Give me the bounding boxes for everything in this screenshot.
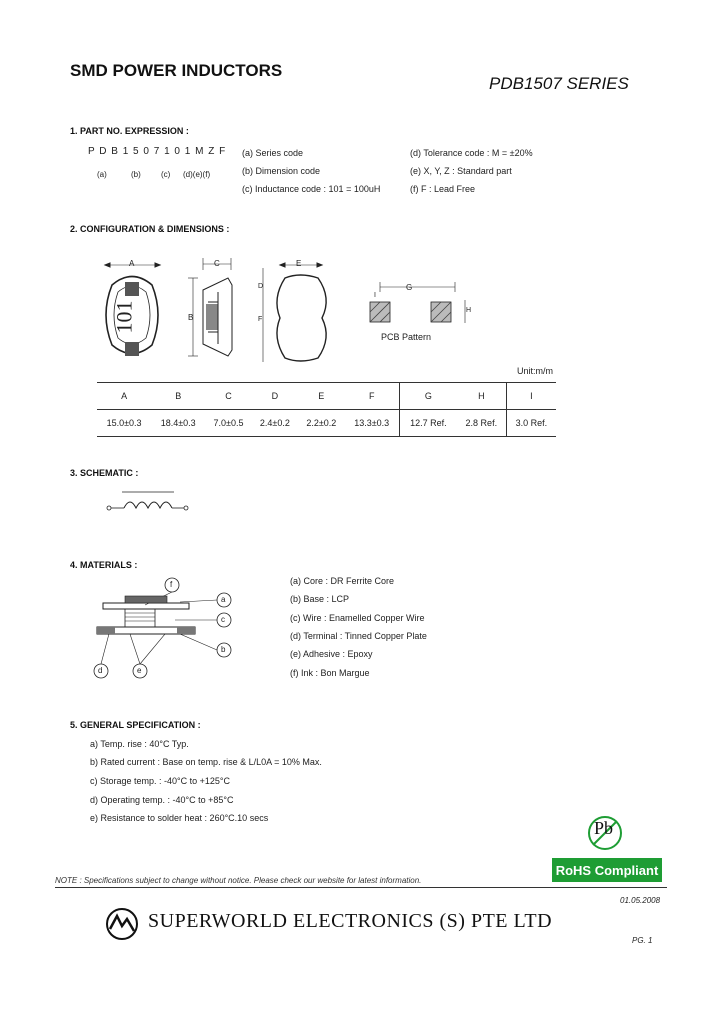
- material-b: (b) Base : LCP: [290, 594, 350, 604]
- footer-note: NOTE : Specifications subject to change without notice. Please check our website for latest information.: [55, 876, 422, 885]
- table-cell: 3.0 Ref.: [506, 410, 556, 437]
- table-header-cell: A: [97, 383, 151, 410]
- marker-a: (a): [97, 170, 107, 179]
- table-header-cell: H: [457, 383, 507, 410]
- callout-f: f: [170, 580, 173, 589]
- callout-a: a: [221, 595, 226, 604]
- footer-date: 01.05.2008: [620, 896, 661, 905]
- label-G: G: [406, 283, 413, 292]
- bottom-view: [263, 263, 326, 362]
- table-header-cell: E: [298, 383, 344, 410]
- table-header-cell: B: [151, 383, 205, 410]
- marker-def: (d)(e)(f): [183, 170, 211, 179]
- spec-e: e) Resistance to solder heat : 260°C.10 secs: [90, 813, 269, 823]
- section-schematic-heading: 3. SCHEMATIC :: [70, 468, 139, 478]
- part-number-code: P D B 1 5 0 7 1 0 1 M Z F: [88, 146, 227, 157]
- desc-e: (e) X, Y, Z : Standard part: [410, 166, 512, 176]
- material-a: (a) Core : DR Ferrite Core: [290, 576, 395, 586]
- spec-b: b) Rated current : Base on temp. rise & L/L0A = 10% Max.: [90, 757, 322, 767]
- material-e: (e) Adhesive : Epoxy: [290, 649, 373, 659]
- desc-f: (f) F : Lead Free: [410, 184, 476, 194]
- table-cell: 12.7 Ref.: [399, 410, 456, 437]
- table-header-cell: D: [252, 383, 298, 410]
- marking-101: 101: [111, 300, 137, 334]
- table-cell: 13.3±0.3: [345, 410, 400, 437]
- desc-a: (a) Series code: [242, 148, 304, 158]
- table-header-cell: F: [345, 383, 400, 410]
- spec-a: a) Temp. rise : 40°C Typ.: [90, 739, 189, 749]
- side-view: [188, 258, 232, 356]
- label-A: A: [129, 259, 135, 268]
- table-header-row: [97, 383, 556, 410]
- section-general-heading: 5. GENERAL SPECIFICATION :: [70, 720, 201, 730]
- callout-c: c: [221, 615, 225, 624]
- table-cell: 15.0±0.3: [97, 410, 151, 437]
- rohs-badge: RoHS Compliant: [552, 858, 662, 882]
- dimension-drawings: [0, 250, 720, 375]
- table-header-cell: I: [506, 383, 556, 410]
- table-cell: 18.4±0.3: [151, 410, 205, 437]
- table-row: [97, 410, 556, 437]
- spec-c: c) Storage temp. : -40°C to +125°C: [90, 776, 231, 786]
- material-c: (c) Wire : Enamelled Copper Wire: [290, 613, 425, 623]
- callout-d: d: [98, 666, 103, 675]
- schematic-symbol: [104, 488, 194, 518]
- table-cell: 2.8 Ref.: [457, 410, 507, 437]
- marker-c: (c): [161, 170, 171, 179]
- material-d: (d) Terminal : Tinned Copper Plate: [290, 631, 427, 641]
- dimensions-table: [97, 382, 556, 437]
- section-part-no-heading: 1. PART NO. EXPRESSION :: [70, 126, 189, 136]
- desc-b: (b) Dimension code: [242, 166, 321, 176]
- callout-b: b: [221, 645, 226, 654]
- footer-rule: [55, 887, 667, 888]
- series-name: PDB1507 SERIES: [489, 74, 629, 93]
- desc-c: (c) Inductance code : 101 = 100uH: [242, 184, 381, 194]
- label-E: E: [296, 259, 302, 268]
- company-name: SUPERWORLD ELECTRONICS (S) PTE LTD: [148, 910, 553, 932]
- label-H: H: [466, 307, 472, 314]
- section-config-heading: 2. CONFIGURATION & DIMENSIONS :: [70, 224, 230, 234]
- table-cell: 2.2±0.2: [298, 410, 344, 437]
- table-header-cell: G: [399, 383, 456, 410]
- label-D: D: [258, 283, 264, 290]
- desc-d: (d) Tolerance code : M = ±20%: [410, 148, 533, 158]
- label-C: C: [214, 259, 220, 268]
- table-cell: 2.4±0.2: [252, 410, 298, 437]
- section-materials-heading: 4. MATERIALS :: [70, 560, 138, 570]
- unit-label: Unit:m/m: [517, 366, 553, 376]
- label-I: I: [374, 292, 376, 299]
- table-header-cell: C: [205, 383, 251, 410]
- table-cell: 7.0±0.5: [205, 410, 251, 437]
- marker-b: (b): [131, 170, 141, 179]
- page-title: SMD POWER INDUCTORS: [70, 61, 283, 80]
- label-B: B: [188, 313, 194, 322]
- spec-d: d) Operating temp. : -40°C to +85°C: [90, 795, 234, 805]
- pcb-pattern: [370, 282, 465, 323]
- material-f: (f) Ink : Bon Margue: [290, 668, 370, 678]
- pb-label: Pb: [594, 818, 614, 838]
- company-logo-icon: [104, 907, 140, 941]
- page-number: PG. 1: [632, 936, 653, 945]
- pcb-pattern-label: PCB Pattern: [381, 332, 432, 342]
- materials-cross-section: [85, 572, 245, 684]
- callout-e: e: [137, 666, 142, 675]
- label-F: F: [258, 316, 263, 323]
